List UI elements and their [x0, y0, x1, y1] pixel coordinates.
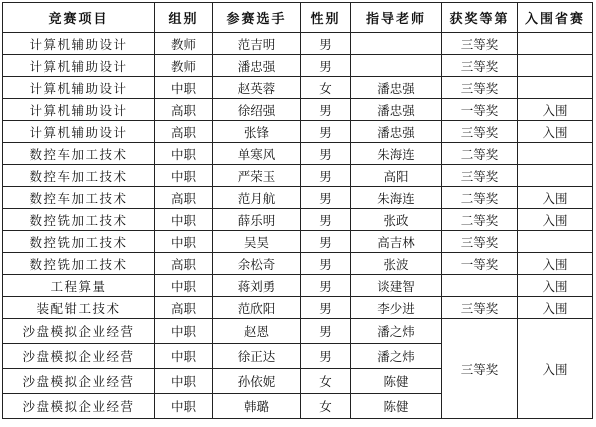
cell-provincial: 入围: [518, 253, 593, 275]
table-row: [3, 99, 593, 121]
cell-contestant: 范吉明: [213, 33, 301, 55]
cell-group: 高职: [155, 253, 213, 275]
cell-contestant: 范月航: [213, 187, 301, 209]
cell-provincial: [518, 77, 593, 99]
cell-award-merged: 三等奖: [442, 319, 518, 419]
header-contestant: 参赛选手: [213, 3, 301, 33]
cell-instructor: [351, 55, 442, 77]
cell-instructor: 高阳: [351, 165, 442, 187]
cell-award: 一等奖: [442, 253, 518, 275]
cell-group: 中职: [155, 394, 213, 419]
cell-contestant: 蒋刘勇: [213, 275, 301, 297]
table-row: [3, 33, 593, 55]
cell-contestant: 吴昊: [213, 231, 301, 253]
cell-instructor: 张政: [351, 209, 442, 231]
cell-instructor: 陈健: [351, 394, 442, 419]
cell-award: 二等奖: [442, 209, 518, 231]
cell-award: 二等奖: [442, 187, 518, 209]
cell-contestant: 孙依妮: [213, 369, 301, 394]
cell-gender: 男: [301, 209, 351, 231]
cell-award: 三等奖: [442, 297, 518, 319]
cell-award: 三等奖: [442, 231, 518, 253]
cell-instructor: 潘忠强: [351, 99, 442, 121]
cell-gender: 男: [301, 121, 351, 143]
cell-contestant: 徐绍强: [213, 99, 301, 121]
cell-provincial: [518, 231, 593, 253]
cell-contestant: 赵英蓉: [213, 77, 301, 99]
cell-award: 三等奖: [442, 121, 518, 143]
cell-provincial-merged: 入围: [518, 319, 593, 419]
table-row: [3, 187, 593, 209]
cell-gender: 男: [301, 143, 351, 165]
cell-provincial: 入围: [518, 121, 593, 143]
cell-instructor: 潘忠强: [351, 77, 442, 99]
cell-group: 中职: [155, 275, 213, 297]
cell-competition: 沙盘模拟企业经营: [3, 344, 155, 369]
cell-gender: 男: [301, 99, 351, 121]
cell-instructor: 潘之炜: [351, 344, 442, 369]
cell-contestant: 薛乐明: [213, 209, 301, 231]
awards-table: [2, 2, 593, 419]
cell-gender: 女: [301, 394, 351, 419]
cell-contestant: 张锋: [213, 121, 301, 143]
cell-competition: 计算机辅助设计: [3, 55, 155, 77]
cell-group: 高职: [155, 121, 213, 143]
cell-provincial: 入围: [518, 187, 593, 209]
cell-group: 中职: [155, 231, 213, 253]
cell-contestant: 韩璐: [213, 394, 301, 419]
cell-competition: 计算机辅助设计: [3, 33, 155, 55]
header-award: 获奖等第: [442, 3, 518, 33]
cell-gender: 男: [301, 187, 351, 209]
table-row: [3, 319, 593, 344]
table-row: [3, 121, 593, 143]
cell-group: 中职: [155, 143, 213, 165]
cell-provincial: 入围: [518, 275, 593, 297]
cell-competition: 沙盘模拟企业经营: [3, 369, 155, 394]
table-row: [3, 165, 593, 187]
cell-provincial: [518, 143, 593, 165]
cell-instructor: 陈健: [351, 369, 442, 394]
cell-provincial: 入围: [518, 297, 593, 319]
header-provincial: 入围省赛: [518, 3, 593, 33]
cell-contestant: 范欣阳: [213, 297, 301, 319]
cell-gender: 男: [301, 55, 351, 77]
cell-instructor: 谈建智: [351, 275, 442, 297]
cell-gender: 女: [301, 369, 351, 394]
cell-instructor: 潘之炜: [351, 319, 442, 344]
cell-gender: 男: [301, 33, 351, 55]
cell-contestant: 严荣玉: [213, 165, 301, 187]
cell-contestant: 徐正达: [213, 344, 301, 369]
cell-group: 中职: [155, 369, 213, 394]
cell-gender: 男: [301, 297, 351, 319]
cell-competition: 数控车加工技术: [3, 165, 155, 187]
table-row: [3, 297, 593, 319]
table-row: [3, 143, 593, 165]
cell-competition: 数控车加工技术: [3, 187, 155, 209]
header-competition: 竞赛项目: [3, 3, 155, 33]
cell-competition: 装配钳工技术: [3, 297, 155, 319]
header-row: [3, 3, 593, 33]
cell-gender: 男: [301, 253, 351, 275]
cell-group: 中职: [155, 319, 213, 344]
header-instructor: 指导老师: [351, 3, 442, 33]
cell-group: 教师: [155, 55, 213, 77]
cell-gender: 男: [301, 275, 351, 297]
cell-provincial: 入围: [518, 99, 593, 121]
cell-award: 三等奖: [442, 165, 518, 187]
cell-competition: 计算机辅助设计: [3, 77, 155, 99]
cell-group: 高职: [155, 187, 213, 209]
cell-competition: 沙盘模拟企业经营: [3, 319, 155, 344]
header-gender: 性别: [301, 3, 351, 33]
cell-provincial: [518, 55, 593, 77]
cell-group: 中职: [155, 344, 213, 369]
table-row: [3, 209, 593, 231]
cell-award: 三等奖: [442, 77, 518, 99]
table-row: [3, 231, 593, 253]
cell-contestant: 赵恩: [213, 319, 301, 344]
cell-gender: 男: [301, 165, 351, 187]
cell-award: 二等奖: [442, 143, 518, 165]
cell-group: 中职: [155, 165, 213, 187]
cell-instructor: 朱海连: [351, 143, 442, 165]
cell-contestant: 余松奇: [213, 253, 301, 275]
cell-instructor: 高吉林: [351, 231, 442, 253]
table-row: [3, 253, 593, 275]
cell-competition: 数控车加工技术: [3, 143, 155, 165]
cell-group: 高职: [155, 297, 213, 319]
cell-group: 教师: [155, 33, 213, 55]
cell-competition: 数控铣加工技术: [3, 231, 155, 253]
cell-competition: 数控铣加工技术: [3, 209, 155, 231]
cell-provincial: [518, 165, 593, 187]
table-row: [3, 55, 593, 77]
cell-group: 高职: [155, 99, 213, 121]
cell-competition: 计算机辅助设计: [3, 121, 155, 143]
cell-competition: 数控铣加工技术: [3, 253, 155, 275]
cell-contestant: 单寒风: [213, 143, 301, 165]
cell-competition: 计算机辅助设计: [3, 99, 155, 121]
cell-instructor: [351, 33, 442, 55]
cell-contestant: 潘忠强: [213, 55, 301, 77]
cell-gender: 男: [301, 344, 351, 369]
cell-gender: 男: [301, 231, 351, 253]
cell-instructor: 李少进: [351, 297, 442, 319]
cell-competition: 工程算量: [3, 275, 155, 297]
cell-provincial: 入围: [518, 209, 593, 231]
cell-instructor: 潘忠强: [351, 121, 442, 143]
cell-provincial: [518, 33, 593, 55]
cell-award: 三等奖: [442, 33, 518, 55]
cell-award: [442, 275, 518, 297]
table-row: [3, 77, 593, 99]
cell-instructor: 朱海连: [351, 187, 442, 209]
cell-competition: 沙盘模拟企业经营: [3, 394, 155, 419]
cell-group: 中职: [155, 209, 213, 231]
cell-award: 三等奖: [442, 55, 518, 77]
table-row: [3, 275, 593, 297]
header-group: 组别: [155, 3, 213, 33]
cell-award: 一等奖: [442, 99, 518, 121]
cell-gender: 男: [301, 319, 351, 344]
cell-instructor: 张波: [351, 253, 442, 275]
cell-gender: 女: [301, 77, 351, 99]
cell-group: 中职: [155, 77, 213, 99]
